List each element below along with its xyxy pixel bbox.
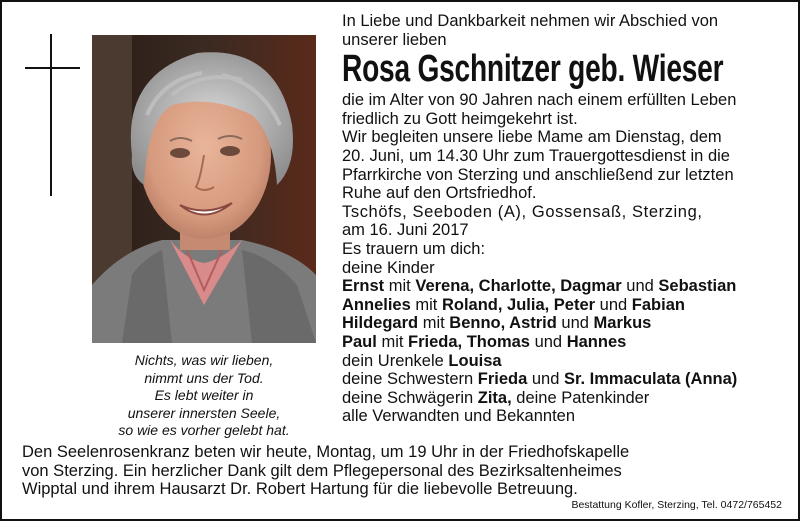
cross-icon-bar	[25, 67, 80, 69]
intro-line: unserer lieben	[342, 30, 447, 49]
relatives-names: Benno, Astrid	[449, 314, 557, 333]
relative-name: Markus	[593, 314, 652, 333]
relative-name: Sr. Immaculata (Anna)	[563, 370, 738, 389]
relative-name: Frieda	[477, 370, 528, 389]
intro-line: In Liebe und Dankbarkeit nehmen wir Abschied von	[342, 12, 719, 30]
family-line: Ernst mit Verena, Charlotte, Dagmar und Sebastian	[342, 277, 737, 296]
funeral-home-credit: Bestattung Kofler, Sterzing, Tel. 0472/765452	[571, 499, 782, 511]
body-line: Pfarrkirche von Sterzing und anschließend zur letzten	[342, 165, 734, 184]
relative-name: Sebastian	[658, 277, 737, 296]
relatives-names: Frieda, Thomas	[408, 332, 530, 351]
body-line: Ruhe auf den Ortsfriedhof.	[342, 184, 537, 203]
closing-line: Wipptal und ihrem Hausarzt Dr. Robert Hartung für die liebevolle Betreuung.	[22, 480, 578, 499]
closing-text	[22, 443, 782, 499]
relative-name: Hannes	[566, 332, 627, 351]
body-line: Wir begleiten unsere liebe Mame am Dienstag, dem	[342, 128, 722, 147]
quote-line: Nichts, was wir lieben,	[134, 352, 274, 368]
body-line: die im Alter von 90 Jahren nach einem erfüllten Leben	[342, 91, 737, 110]
body-line: 20. Juni, um 14.30 Uhr zum Trauergottesdienst in die	[342, 146, 730, 165]
quote-block	[86, 352, 322, 440]
announcement-text	[342, 12, 782, 426]
relative-name: Zita,	[477, 388, 512, 407]
family-line: deine Schwestern Frieda und Sr. Immaculata (Anna)	[342, 370, 738, 389]
family-line: alle Verwandten und Bekannten	[342, 407, 576, 426]
deceased-name: Rosa Gschnitzer geb. Wieser	[342, 48, 724, 91]
child-name: Annelies	[342, 295, 411, 314]
quote-line: so wie es vorher gelebt hat.	[118, 422, 290, 438]
relative-name: Fabian	[631, 295, 685, 314]
family-line: deine Schwägerin Zita, deine Patenkinder	[342, 388, 650, 407]
closing-line: Den Seelenrosenkranz beten wir heute, Montag, um 19 Uhr in der Friedhofskapelle	[22, 443, 630, 461]
portrait-photo	[92, 35, 316, 343]
quote-line: Es lebt weiter in	[154, 387, 254, 403]
child-name: Ernst	[342, 277, 385, 296]
family-line: Paul mit Frieda, Thomas und Hannes	[342, 332, 627, 351]
quote-line: nimmt uns der Tod.	[144, 369, 264, 386]
family-line: Hildegard mit Benno, Astrid und Markus	[342, 314, 652, 333]
child-name: Paul	[342, 332, 377, 351]
body-line: friedlich zu Gott heimgekehrt ist.	[342, 109, 578, 128]
family-line: Annelies mit Roland, Julia, Peter und Fabian	[342, 295, 685, 314]
relative-name: Louisa	[448, 351, 502, 370]
mourners-heading: Es trauern um dich:	[342, 239, 486, 258]
family-line: dein Urenkele Louisa	[342, 351, 502, 370]
date-line: am 16. Juni 2017	[342, 221, 469, 240]
closing-line: von Sterzing. Ein herzlicher Dank gilt dem Pflegepersonal des Bezirksaltenheimes	[22, 461, 622, 480]
relatives-names: Verena, Charlotte, Dagmar	[415, 277, 622, 296]
relatives-names: Roland, Julia, Peter	[441, 295, 596, 314]
cross-icon	[50, 34, 52, 196]
children-heading: deine Kinder	[342, 258, 435, 277]
place-line: Tschöfs, Seeboden (A), Gossensaß, Sterzing,	[342, 202, 703, 221]
child-name: Hildegard	[342, 314, 419, 333]
quote-line: unserer innersten Seele,	[127, 404, 281, 421]
